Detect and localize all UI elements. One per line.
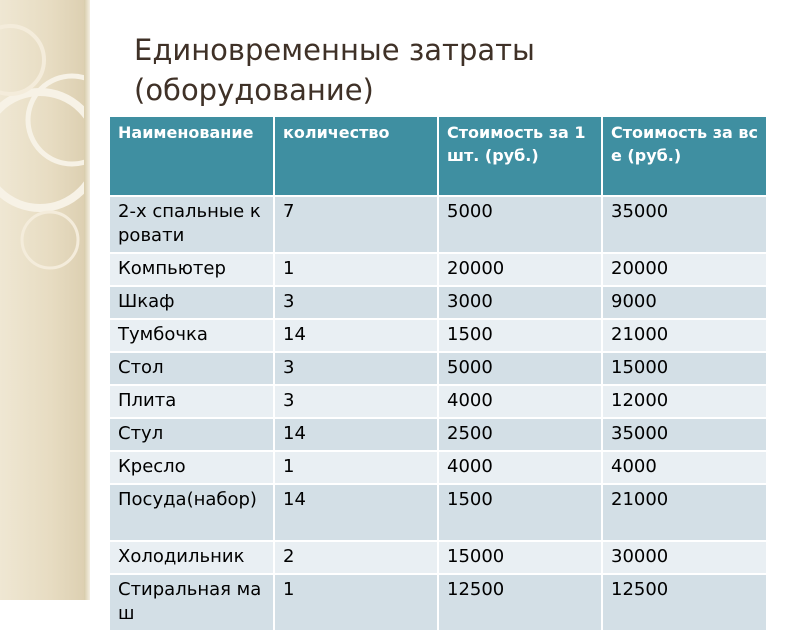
cell-name: Кресло	[110, 451, 274, 484]
cell-total-price: 20000	[602, 253, 766, 286]
cell-unit-price: 15000	[438, 541, 602, 574]
cell-unit-price: 4000	[438, 385, 602, 418]
cell-total-price: 21000	[602, 319, 766, 352]
cell-quantity: 14	[274, 319, 438, 352]
cell-unit-price: 1500	[438, 319, 602, 352]
cell-quantity: 3	[274, 385, 438, 418]
cell-total-price: 30000	[602, 541, 766, 574]
cell-name: Холодильник	[110, 541, 274, 574]
equipment-costs-table	[110, 117, 766, 630]
cell-unit-price: 2500	[438, 418, 602, 451]
header-quantity: количество	[274, 117, 438, 196]
decorative-circles-icon	[0, 0, 84, 600]
cell-total-price: 12500	[602, 574, 766, 630]
cell-quantity: 3	[274, 352, 438, 385]
slide-title	[134, 30, 754, 110]
cell-unit-price: 3000	[438, 286, 602, 319]
table-row	[110, 253, 766, 286]
cell-quantity: 7	[274, 196, 438, 253]
cell-unit-price: 12500	[438, 574, 602, 630]
cell-name: Тумбочка	[110, 319, 274, 352]
cell-quantity: 1	[274, 253, 438, 286]
cell-quantity: 14	[274, 418, 438, 451]
table-row	[110, 418, 766, 451]
side-strip-edge	[84, 0, 90, 600]
table-row	[110, 541, 766, 574]
table-row	[110, 484, 766, 541]
cell-total-price: 15000	[602, 352, 766, 385]
table-row	[110, 286, 766, 319]
decorative-side-strip	[0, 0, 84, 600]
cell-quantity: 3	[274, 286, 438, 319]
cell-total-price: 12000	[602, 385, 766, 418]
table-row	[110, 196, 766, 253]
table-row	[110, 352, 766, 385]
cell-unit-price: 4000	[438, 451, 602, 484]
cell-name: Стол	[110, 352, 274, 385]
cell-unit-price: 5000	[438, 352, 602, 385]
cell-quantity: 1	[274, 451, 438, 484]
cell-unit-price: 20000	[438, 253, 602, 286]
cell-name: Стиральная маш	[110, 574, 274, 630]
title-line-1: Единовременные затраты	[134, 33, 535, 67]
cell-name: Посуда(набор)	[110, 484, 274, 541]
title-line-2: (оборудование)	[134, 73, 374, 107]
cell-unit-price: 5000	[438, 196, 602, 253]
header-total-price: Стоимость за все (руб.)	[602, 117, 766, 196]
cell-quantity: 2	[274, 541, 438, 574]
cell-unit-price: 1500	[438, 484, 602, 541]
table-row	[110, 385, 766, 418]
cell-quantity: 1	[274, 574, 438, 630]
cell-quantity: 14	[274, 484, 438, 541]
cell-total-price: 35000	[602, 418, 766, 451]
table-header-row	[110, 117, 766, 196]
cell-name: Плита	[110, 385, 274, 418]
cell-name: Компьютер	[110, 253, 274, 286]
table-row	[110, 451, 766, 484]
cell-name: Шкаф	[110, 286, 274, 319]
table-row	[110, 319, 766, 352]
table-row	[110, 574, 766, 630]
header-unit-price: Стоимость за 1 шт. (руб.)	[438, 117, 602, 196]
cell-total-price: 9000	[602, 286, 766, 319]
cell-total-price: 21000	[602, 484, 766, 541]
cell-name: 2-х спальные кровати	[110, 196, 274, 253]
cell-total-price: 4000	[602, 451, 766, 484]
cell-total-price: 35000	[602, 196, 766, 253]
cell-name: Стул	[110, 418, 274, 451]
header-name: Наименование	[110, 117, 274, 196]
